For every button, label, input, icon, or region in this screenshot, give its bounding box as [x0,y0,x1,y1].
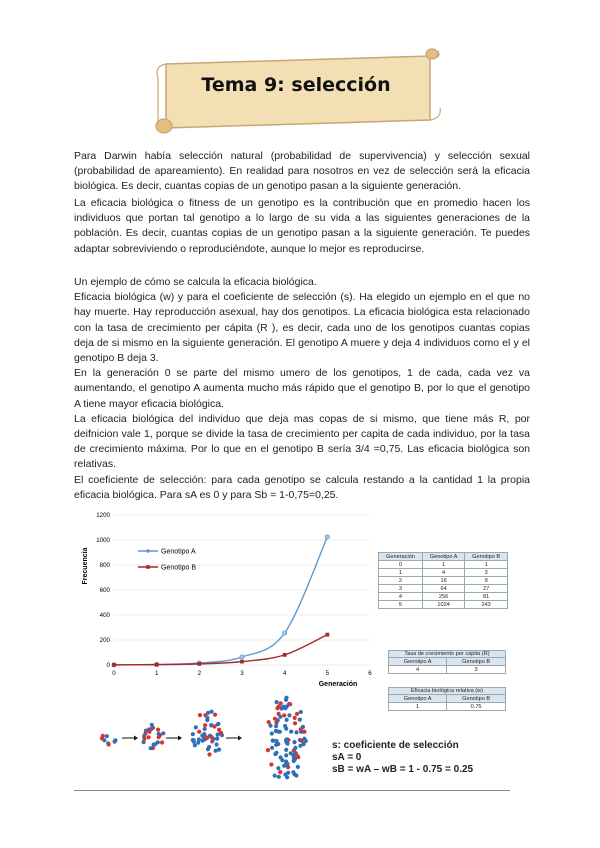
individual-dot [193,743,197,747]
table-cell: 27 [465,585,508,593]
individual-dot [276,766,280,770]
individual-dot [284,748,288,752]
legend-marker-a [146,549,150,553]
table-cell: 0 [379,561,423,569]
individual-dot [275,706,279,710]
table-cell: 1 [389,703,447,711]
table-caption: Tasa de crecimiento per cápita (R) [388,650,506,657]
individual-dot [285,775,289,779]
individual-dot [284,763,288,767]
y-tick-label: 1000 [96,537,110,545]
paragraph-darwin: Para Darwin había selección natural (probabilidad de supervivencia) y selección sexual (probabilidad de apareamiento). En realidad para nosotros en vez de selección será la eficacia biológica. Es decir, cuantas copias de un genotipo pasan a la siguiente generación. [74,150,530,193]
individual-dot [271,739,275,743]
individual-dot [206,747,210,751]
individual-dot [201,739,205,743]
x-tick-label: 2 [197,670,202,677]
individual-dot [276,718,280,722]
individual-dot [284,698,288,702]
individual-dot [299,710,303,714]
x-tick-label: 5 [325,670,330,677]
selection-coefficient-formula [332,740,473,776]
individual-dot [198,713,202,717]
example-line: Eficacia biológica (w) y para el coeficiente de selección (s). Ha elegido un ejemplo en el que no hay muerte. Hay reproducción asexual, hay dos genotipos. La eficacia biológica esta relacionado con la tasa de crecimiento per cápita (R ), es decir, cada uno de los genotipos cuantas copias deja de si mismo en la siguiente generación. El genotipo A muere y deja 4 individuos como el y el genotipo B deja 3. [74,291,530,365]
individual-dot [205,735,209,739]
y-tick-label: 800 [99,562,110,570]
individual-dot [149,746,153,750]
table-cell: 1024 [422,601,464,609]
table-cell: 64 [422,585,464,593]
growth-rate-table [388,650,506,674]
individual-dot [216,722,220,726]
table-cell: 3 [379,585,423,593]
fitness-table [388,687,506,711]
individual-dot [298,718,302,722]
table-row [379,585,508,593]
individual-dot [113,738,117,742]
data-point-a [240,655,244,659]
table-cell: 0.75 [447,703,506,711]
example-line: En la generación 0 se parte del mismo umero de los genotipos, 1 de cada, cada vez va aumentando, el genotipo A aumenta mucho más rápido que el genotipo B, por lo que el genotipo A tiene mayor eficacia biológica. [74,367,530,410]
individual-dot [296,765,300,769]
chart-series [112,535,330,667]
individual-dot [295,712,299,716]
figure-divider [74,790,510,791]
table-row [379,569,508,577]
data-point-a [283,631,287,635]
page-title: Tema 9: selección [201,74,391,96]
individual-dot [160,740,164,744]
individual-dot [279,701,283,705]
individual-dot [191,732,195,736]
individual-dot [274,724,278,728]
individual-dot [270,731,274,735]
example-line: La eficacia biológica del individuo que deja mas copas de si mismo, que tiene más R, por deifnicion vale 1, porque se divide la tasa de crecimiento per capita de cada individuo, por la tasa de crecimiento máxima. Por lo que en el genotipo B sería 3/4 =0,75. Las eficacia biológica son relativas. [74,412,530,471]
table-row [379,601,508,609]
example-line: Un ejemplo de cómo se calcula la eficacia biológica. [74,276,317,288]
example-line: El coeficiente de selección: para cada genotipo se calcula restando a la cantidad 1 la propia eficacia biológica. Para sA es 0 y para Sb = 1-0,75=0,25. [74,473,530,501]
chart-legend [138,549,196,572]
legend-label-b: Genotipo B [161,564,197,572]
data-point-b [197,662,201,666]
y-tick-label: 400 [99,612,110,620]
y-axis-label: Frecuencia [82,547,89,585]
table-cell: 1 [422,561,464,569]
arrow-icon [226,736,242,741]
table-cell: 3 [447,666,506,674]
arrow-icon [122,736,138,741]
table-cell: 3 [465,569,508,577]
table-cell: 2 [379,577,423,585]
table-header-row [389,658,506,666]
table-row [379,561,508,569]
individual-dot [278,770,282,774]
individual-dot [270,746,274,750]
individual-dot [203,727,207,731]
y-tick-label: 200 [99,637,110,645]
individual-dot [152,743,156,747]
table-cell: 4 [422,569,464,577]
data-point-b [283,653,287,657]
individual-dot [142,737,146,741]
individual-dot [149,727,153,731]
individual-dot [274,729,278,733]
individual-dot [203,723,207,727]
arrow-icon [166,736,182,741]
formula-title: s: coeficiente de selección [332,740,459,751]
series-line-b [114,635,327,665]
individual-dot [273,774,277,778]
individual-dot [144,729,148,733]
individual-dot [217,728,221,732]
table-header: Genotipo B [447,658,506,666]
table-caption: Eficacia biológica relativa (w) [388,687,506,694]
individual-dot [212,737,216,741]
formula-sa: sA = 0 [332,752,362,763]
data-point-a [325,535,329,539]
x-tick-label: 6 [368,670,372,677]
table-header: Genotipo B [465,553,508,561]
individual-dot [280,706,284,710]
data-point-b [112,663,116,667]
chart-grid [114,515,370,665]
individual-dot [101,734,105,738]
paragraph-example [74,275,530,503]
individual-dot [217,748,221,752]
individual-dot [156,728,160,732]
x-tick-label: 1 [154,670,159,677]
individual-dot [291,770,295,774]
table-cell: 4 [389,666,447,674]
frequency-line-chart [80,506,380,694]
legend-label-a: Genotipo A [161,548,196,556]
table-row [379,593,508,601]
individual-dot [105,734,109,738]
individual-dot [147,735,151,739]
individual-dot [107,742,111,746]
individual-dot [206,711,210,715]
y-tick-label: 0 [106,662,110,670]
individual-dot [294,730,298,734]
individual-dot [266,748,270,752]
individual-dot [273,752,277,756]
individual-dot [205,716,209,720]
individual-dot [207,752,211,756]
data-point-b [155,663,159,667]
individual-dot [293,721,297,725]
data-point-b [325,633,329,637]
individual-dot [285,742,289,746]
table-header: Genotipo A [389,658,447,666]
table-header: Genotipo B [447,695,506,703]
x-tick-label: 0 [112,670,116,677]
table-row [379,577,508,585]
individual-dot [282,713,286,717]
individual-dot [197,730,201,734]
population-illustration [96,690,328,790]
individual-dot [289,730,293,734]
x-tick-label: 4 [282,670,287,677]
individual-dot [196,741,200,745]
individual-dot [194,725,198,729]
individual-dot [209,723,213,727]
table-cell: 243 [465,601,508,609]
individual-dot [285,718,289,722]
table-cell: 1 [379,569,423,577]
x-axis-label: Generación [318,681,358,688]
formula-sb: sB = wA – wB = 1 - 0.75 = 0.25 [332,764,474,775]
individual-dot [280,758,284,762]
table-cell: 16 [422,577,464,585]
individual-dot [285,704,289,708]
individual-dot [302,730,306,734]
individual-dot [292,756,296,760]
individual-dot [215,742,219,746]
paragraph-fitness: La eficacia biológica o fitness de un genotipo es la contribución que en promedio hacen los individuos que portan tal genotipo a lo largo de su vida a las siguientes generaciones de la población. Es decir, cuantas copias de un genotipo pasan a la siguiente generación. Te puedes adaptar sobreviviendo o reproduciéndote, aunque lo mejor es reproducirse. [74,197,530,255]
generation-table [378,552,508,609]
individual-dot [274,743,278,747]
individual-dot [278,715,282,719]
individual-dot [293,746,297,750]
individual-dot [277,775,281,779]
table-header-row [389,695,506,703]
x-tick-label: 3 [240,670,244,677]
individual-dot [150,723,154,727]
table-cell: 9 [465,577,508,585]
individual-dot [285,737,289,741]
individual-dot [161,731,165,735]
individual-dot [296,755,300,759]
individual-dot [213,713,217,717]
table-cell: 256 [422,593,464,601]
individual-dot [284,753,288,757]
table-header: Generación [379,553,423,561]
individual-dot [268,724,272,728]
individual-dot [102,738,106,742]
individual-dot [287,713,291,717]
table-cell: 81 [465,593,508,601]
individual-dot [215,737,219,741]
table-cell: 1 [465,561,508,569]
y-tick-label: 1200 [96,512,110,520]
legend-marker-b [146,565,150,569]
individual-dot [292,740,296,744]
table-cell: 5 [379,601,423,609]
y-tick-label: 600 [99,587,110,595]
series-line-a [114,537,327,665]
chart-axes [96,512,372,677]
individual-dot [157,735,161,739]
table-header-row [379,553,508,561]
table-row [389,703,506,711]
individual-dot [293,716,297,720]
individual-dot [284,727,288,731]
table-header: Genotipo A [389,695,447,703]
table-row [389,666,506,674]
individual-dot [286,771,290,775]
table-cell: 4 [379,593,423,601]
table-header: Genotipo A [422,553,464,561]
individual-dot [304,739,308,743]
data-point-b [240,660,244,664]
individual-dot [275,700,279,704]
individual-dot [269,762,273,766]
